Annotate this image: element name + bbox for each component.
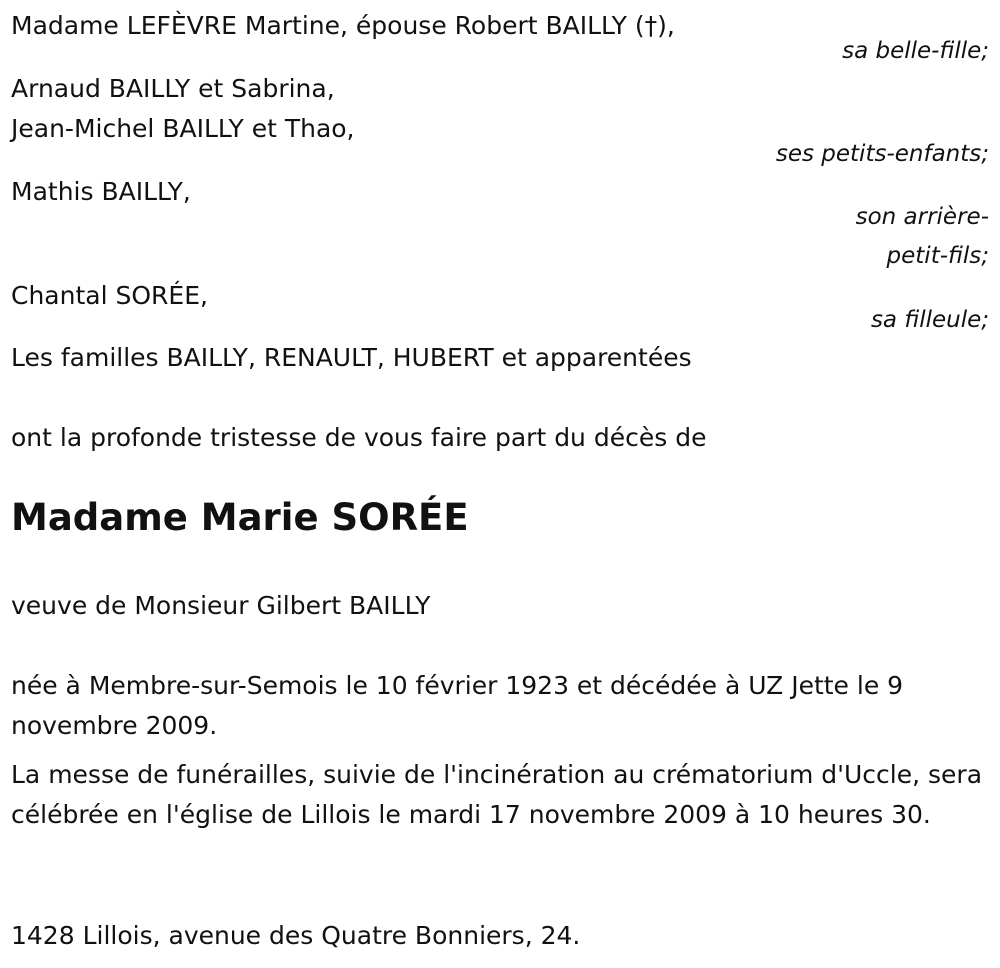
family-line-familles: Les familles BAILLY, RENAULT, HUBERT et apparentées	[11, 343, 692, 372]
announcement-text: ont la profonde tristesse de vous faire part du décès de	[11, 423, 707, 452]
role-arriere-petit-fils-2: petit-fils;	[886, 243, 989, 269]
family-line-mathis: Mathis BAILLY,	[11, 177, 191, 206]
widow-of-text: veuve de Monsieur Gilbert BAILLY	[11, 591, 431, 620]
role-arriere-petit-fils-1: son arrière-	[855, 204, 989, 230]
role-filleule: sa filleule;	[870, 307, 989, 333]
deceased-name: Madame Marie SORÉE	[11, 496, 469, 539]
family-line-arnaud: Arnaud BAILLY et Sabrina,	[11, 74, 335, 103]
address-text: 1428 Lillois, avenue des Quatre Bonniers, 24.	[11, 921, 581, 950]
family-line-chantal: Chantal SORÉE,	[11, 281, 208, 310]
family-line-jean-michel: Jean-Michel BAILLY et Thao,	[11, 114, 355, 143]
funeral-text: La messe de funérailles, suivie de l'incinération au crématorium d'Uccle, sera célébrée en l'église de Lillois le mardi 17 novembre 2009 à 10 heures 30.	[11, 760, 983, 829]
role-petits-enfants: ses petits-enfants;	[775, 141, 989, 167]
birth-death-text: née à Membre-sur-Semois le 10 février 1923 et décédée à UZ Jette le 9 novembre 2009.	[11, 671, 904, 740]
role-belle-fille: sa belle-fille;	[842, 38, 989, 64]
family-line-lefevre: Madame LEFÈVRE Martine, épouse Robert BAILLY (†),	[11, 11, 675, 40]
